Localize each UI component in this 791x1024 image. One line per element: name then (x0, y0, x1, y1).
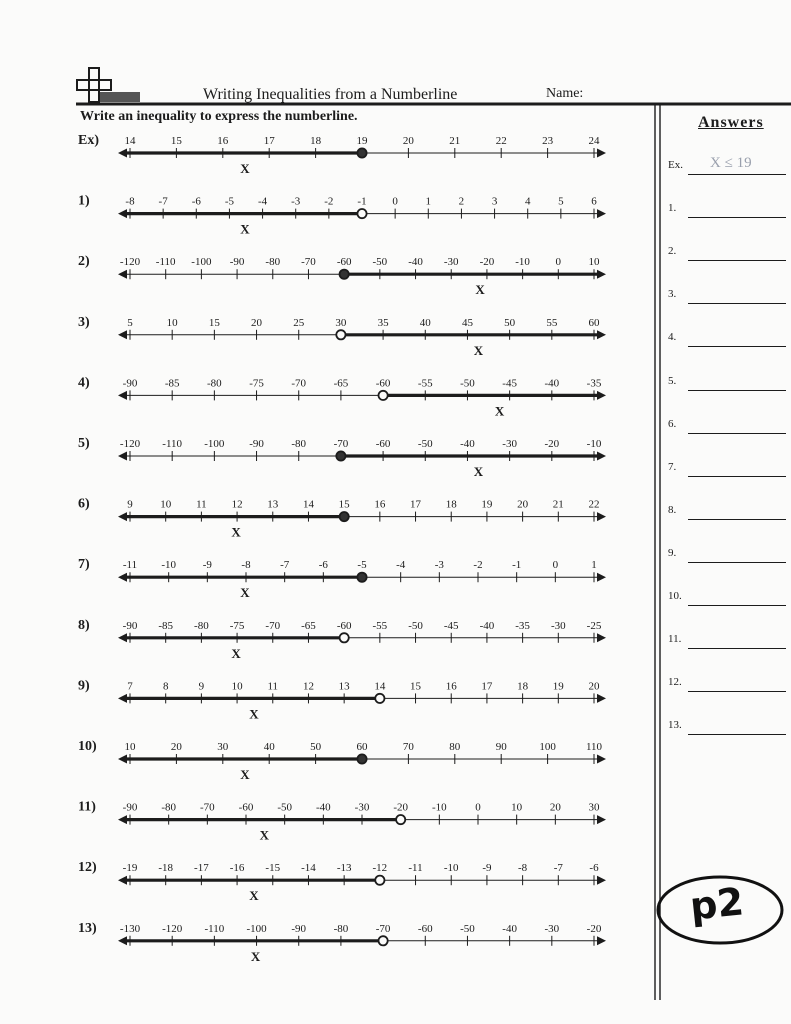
variable-label: X (473, 342, 484, 358)
tick-label: -120 (119, 256, 141, 269)
left-arrow-icon (118, 330, 127, 339)
tick-label: -80 (265, 256, 281, 269)
variable-label: X (240, 221, 250, 237)
right-arrow-icon (597, 573, 606, 582)
variable-label: X (231, 645, 241, 661)
page-stamp: p2 (687, 879, 746, 929)
tick-label: 20 (549, 801, 561, 814)
tick-label: 18 (310, 135, 322, 147)
variable-label: X (231, 524, 241, 540)
tick-label: -40 (408, 256, 423, 269)
right-arrow-icon (597, 876, 606, 885)
page-title: Writing Inequalities from a Numberline (203, 86, 458, 103)
tick-label: 21 (449, 135, 461, 147)
tick-label: -75 (249, 377, 264, 390)
tick-label: -60 (336, 619, 352, 632)
problem-label: 13) (78, 920, 97, 936)
tick-label: -85 (164, 377, 180, 390)
open-endpoint (375, 694, 384, 703)
right-arrow-icon (597, 330, 606, 339)
tick-label: 16 (374, 498, 386, 511)
answer-label: 2. (668, 245, 677, 258)
tick-label: 9 (127, 498, 133, 511)
variable-label: X (494, 403, 505, 419)
tick-label: -60 (375, 438, 391, 450)
answer-blank[interactable] (688, 648, 786, 649)
tick-label: 8 (162, 680, 169, 693)
tick-label: 23 (542, 135, 554, 147)
tick-label: -120 (119, 438, 141, 450)
tick-label: -3 (434, 559, 444, 572)
problem-label: 8) (78, 617, 90, 633)
tick-label: -80 (194, 619, 209, 632)
tick-label: -8 (125, 195, 135, 208)
tick-label: -30 (544, 922, 560, 935)
tick-label: 9 (198, 680, 205, 693)
tick-label: 90 (495, 741, 507, 753)
tick-label: -65 (333, 377, 349, 390)
tick-label: -4 (396, 559, 406, 572)
tick-label: 0 (392, 195, 398, 208)
open-endpoint (378, 936, 387, 945)
answer-label: 12. (668, 676, 682, 689)
tick-label: -100 (204, 438, 225, 450)
tick-label: 17 (481, 680, 493, 693)
left-arrow-icon (118, 755, 127, 764)
tick-label: -8 (241, 559, 251, 572)
open-endpoint (336, 330, 345, 339)
tick-label: 10 (231, 680, 243, 693)
tick-label: 60 (588, 316, 600, 329)
tick-label: -20 (479, 256, 495, 269)
answer-blank[interactable] (688, 390, 786, 391)
answer-value: X ≤ 19 (710, 155, 752, 171)
tick-label: -12 (372, 862, 388, 875)
tick-label: -60 (417, 922, 433, 935)
tick-label: -80 (207, 377, 222, 390)
tick-label: -10 (161, 559, 177, 572)
tick-label: -90 (122, 377, 138, 390)
tick-label: -75 (229, 619, 245, 632)
tick-label: -15 (265, 862, 281, 875)
tick-label: -40 (460, 438, 475, 450)
tick-label: 0 (552, 559, 559, 572)
answer-label: 10. (668, 590, 682, 602)
tick-label: -50 (372, 256, 388, 269)
tick-label: 22 (588, 498, 600, 511)
tick-label: -90 (229, 256, 245, 269)
tick-label: -10 (443, 862, 459, 875)
tick-label: -18 (158, 862, 174, 875)
tick-label: 17 (263, 135, 275, 147)
answer-blank[interactable] (688, 734, 786, 735)
tick-label: 1 (591, 559, 597, 572)
left-arrow-icon (118, 452, 127, 461)
tick-label: -40 (315, 801, 331, 814)
tick-label: -6 (318, 559, 328, 572)
tick-label: 17 (410, 498, 422, 511)
tick-label: -40 (479, 619, 495, 632)
tick-label: -30 (550, 619, 566, 632)
tick-label: -11 (408, 862, 423, 875)
tick-label: -130 (119, 922, 141, 935)
tick-label: -70 (301, 256, 316, 269)
tick-label: 10 (588, 256, 600, 269)
tick-label: 25 (293, 316, 305, 329)
tick-label: -35 (586, 377, 602, 390)
tick-label: -17 (194, 862, 209, 875)
left-arrow-icon (118, 512, 127, 521)
problem-label: 9) (78, 678, 90, 694)
tick-label: 10 (511, 801, 523, 814)
tick-label: -90 (122, 619, 138, 632)
tick-label: 20 (588, 680, 600, 693)
answer-label: 9. (668, 546, 677, 559)
tick-label: -50 (460, 922, 475, 935)
tick-label: 16 (217, 135, 229, 147)
tick-label: -100 (191, 256, 212, 269)
answer-blank[interactable] (688, 562, 786, 563)
tick-label: -1 (357, 195, 367, 208)
tick-label: 40 (419, 316, 431, 329)
tick-label: -13 (336, 862, 352, 875)
tick-label: 100 (539, 741, 556, 753)
tick-label: -8 (518, 862, 528, 875)
tick-label: -45 (443, 619, 459, 632)
tick-label: -120 (162, 922, 183, 935)
tick-label: -30 (354, 801, 370, 814)
closed-endpoint (340, 512, 349, 521)
tick-label: -70 (265, 619, 281, 632)
answer-blank[interactable] (688, 346, 786, 347)
open-endpoint (375, 876, 384, 885)
problem-label: 6) (78, 496, 90, 512)
tick-label: -45 (502, 377, 517, 390)
tick-label: 15 (410, 680, 422, 693)
tick-label: 4 (524, 195, 531, 208)
tick-label: 45 (461, 316, 473, 329)
right-arrow-icon (597, 755, 606, 764)
right-arrow-icon (597, 815, 606, 824)
answer-blank[interactable] (688, 174, 786, 175)
right-arrow-icon (597, 694, 606, 703)
answer-label: 7. (668, 460, 677, 473)
tick-label: 20 (517, 498, 529, 511)
open-endpoint (340, 633, 349, 642)
answer-blank[interactable] (688, 260, 786, 261)
tick-label: -55 (417, 377, 433, 390)
tick-label: -90 (249, 438, 264, 450)
problem-label: 5) (78, 436, 90, 451)
tick-label: 12 (302, 680, 314, 693)
answer-label: 6. (668, 417, 677, 430)
variable-label: X (240, 161, 250, 176)
open-endpoint (357, 209, 366, 218)
tick-label: -70 (375, 922, 391, 935)
tick-label: -2 (324, 195, 334, 208)
tick-label: -10 (515, 256, 530, 269)
tick-label: 55 (546, 316, 558, 329)
tick-label: 50 (310, 741, 322, 753)
right-arrow-icon (597, 149, 606, 158)
open-endpoint (378, 391, 387, 400)
tick-label: 110 (585, 741, 603, 753)
tick-label: -7 (280, 559, 290, 572)
problem-label: Ex) (78, 133, 99, 148)
tick-label: -60 (238, 801, 254, 814)
tick-label: -6 (589, 862, 599, 875)
tick-label: 3 (491, 195, 498, 208)
tick-label: 20 (251, 316, 263, 329)
tick-label: -50 (460, 377, 475, 390)
variable-label: X (240, 767, 250, 782)
variable-label: X (249, 706, 259, 722)
variable-label: X (473, 464, 484, 479)
answer-label: 11. (668, 633, 682, 646)
tick-label: -40 (502, 922, 517, 935)
tick-label: -9 (482, 862, 492, 875)
tick-label: -10 (586, 438, 602, 450)
tick-label: 10 (124, 741, 136, 753)
tick-label: -90 (122, 801, 138, 814)
tick-label: 5 (127, 316, 133, 329)
answer-blank[interactable] (688, 691, 786, 692)
tick-label: 50 (504, 316, 516, 329)
problem-label: 10) (78, 739, 97, 754)
right-arrow-icon (597, 512, 606, 521)
tick-label: -50 (408, 619, 423, 632)
name-label: Name: (546, 86, 584, 101)
tick-label: -30 (502, 438, 517, 450)
instructions: Write an inequality to express the numberline. (80, 109, 358, 124)
tick-label: 6 (591, 195, 597, 208)
problem-label: 1) (78, 193, 90, 209)
right-arrow-icon (597, 391, 606, 400)
tick-label: 19 (356, 135, 368, 147)
tick-label: -100 (246, 922, 267, 935)
tick-label: 18 (445, 498, 457, 511)
right-arrow-icon (597, 633, 606, 642)
tick-label: 21 (552, 498, 564, 511)
answer-blank[interactable] (688, 303, 786, 304)
tick-label: 5 (558, 195, 564, 208)
tick-label: 15 (338, 498, 350, 511)
tick-label: -30 (443, 256, 459, 269)
tick-label: 15 (208, 316, 220, 329)
tick-label: 24 (588, 135, 600, 147)
tick-label: -90 (291, 922, 307, 935)
tick-label: 80 (449, 741, 461, 753)
tick-label: -7 (158, 195, 168, 208)
tick-label: -50 (277, 801, 293, 814)
answers-heading: Answers (698, 114, 764, 131)
tick-label: 22 (495, 135, 507, 147)
variable-label: X (250, 948, 261, 964)
tick-label: -65 (301, 619, 316, 632)
right-arrow-icon (597, 270, 606, 279)
tick-label: -70 (199, 801, 215, 814)
answer-label: Ex. (668, 159, 683, 171)
tick-label: -4 (257, 195, 268, 208)
right-arrow-icon (597, 209, 606, 218)
tick-label: 30 (335, 316, 347, 329)
answer-blank[interactable] (688, 519, 786, 520)
answer-label: 5. (668, 374, 677, 387)
tick-label: -25 (586, 619, 602, 632)
tick-label: -80 (161, 801, 177, 814)
tick-label: 35 (377, 316, 389, 329)
tick-label: 1 (425, 195, 432, 208)
right-arrow-icon (597, 936, 606, 945)
answer-label: 13. (668, 719, 682, 732)
closed-endpoint (357, 573, 366, 582)
variable-label: X (259, 827, 270, 843)
tick-label: 7 (127, 680, 133, 693)
right-arrow-icon (597, 452, 606, 461)
tick-label: 14 (302, 498, 314, 511)
tick-label: 2 (458, 195, 465, 208)
tick-label: -110 (204, 922, 225, 935)
tick-label: 18 (517, 680, 529, 693)
left-arrow-icon (118, 633, 127, 642)
tick-label: -10 (431, 801, 447, 814)
left-arrow-icon (118, 209, 127, 218)
tick-label: 20 (170, 741, 182, 753)
tick-label: -5 (357, 559, 367, 572)
left-arrow-icon (118, 936, 127, 945)
tick-label: -9 (202, 559, 212, 572)
tick-label: 11 (267, 680, 279, 693)
tick-label: -20 (544, 438, 560, 450)
closed-endpoint (357, 148, 366, 157)
tick-label: 14 (124, 135, 136, 147)
open-endpoint (396, 815, 405, 824)
closed-endpoint (357, 754, 366, 763)
answer-label: 3. (668, 288, 677, 301)
tick-label: 15 (170, 135, 182, 147)
tick-label: 10 (166, 316, 178, 329)
tick-label: 14 (374, 680, 386, 693)
tick-label: -50 (417, 438, 433, 450)
tick-label: 60 (356, 741, 368, 753)
tick-label: 19 (552, 680, 564, 693)
left-arrow-icon (118, 149, 127, 158)
answer-blank[interactable] (688, 217, 786, 218)
tick-label: -14 (301, 862, 316, 875)
tick-label: -11 (122, 559, 138, 572)
closed-endpoint (340, 270, 349, 279)
left-arrow-icon (118, 391, 127, 400)
tick-label: 40 (263, 741, 275, 753)
tick-label: -80 (333, 922, 349, 935)
left-arrow-icon (118, 876, 127, 885)
tick-label: -60 (375, 377, 391, 390)
variable-label: X (475, 282, 485, 298)
tick-label: 0 (555, 256, 562, 269)
tick-label: -110 (155, 256, 176, 269)
answer-blank[interactable] (688, 476, 786, 477)
tick-label: -70 (333, 438, 349, 450)
variable-label: X (240, 585, 250, 601)
answer-label: 4. (668, 331, 677, 344)
tick-label: -80 (291, 438, 307, 450)
problem-label: 3) (78, 314, 90, 330)
tick-label: 10 (160, 498, 172, 511)
tick-label: -60 (336, 256, 352, 269)
tick-label: -85 (158, 619, 174, 632)
problem-label: 7) (78, 557, 90, 573)
tick-label: -35 (515, 619, 530, 632)
left-arrow-icon (118, 573, 127, 582)
left-arrow-icon (118, 694, 127, 703)
tick-label: -40 (544, 377, 560, 390)
tick-label: 0 (475, 801, 481, 814)
problem-label: 2) (78, 254, 90, 270)
tick-label: -70 (291, 377, 307, 390)
answer-blank[interactable] (688, 605, 786, 606)
problem-label: 12) (78, 860, 97, 876)
tick-label: 12 (231, 498, 243, 511)
tick-label: 13 (338, 680, 350, 693)
tick-label: 19 (481, 498, 493, 511)
problem-label: 4) (78, 375, 90, 391)
tick-label: -110 (162, 438, 183, 450)
tick-label: -7 (553, 862, 563, 875)
variable-label: X (249, 888, 259, 904)
tick-label: -20 (393, 801, 409, 814)
tick-label: 20 (402, 135, 414, 147)
left-arrow-icon (118, 270, 127, 279)
tick-label: -20 (586, 922, 602, 935)
tick-label: -5 (224, 195, 235, 208)
tick-label: -2 (473, 559, 483, 572)
tick-label: -3 (291, 195, 301, 208)
tick-label: -1 (512, 559, 522, 572)
tick-label: 13 (267, 498, 279, 511)
tick-label: 30 (588, 801, 600, 814)
tick-label: -6 (191, 195, 201, 208)
closed-endpoint (336, 451, 345, 460)
answer-label: 8. (668, 503, 677, 516)
answer-blank[interactable] (688, 433, 786, 434)
tick-label: -55 (372, 619, 388, 632)
answer-label: 1. (668, 202, 677, 215)
tick-label: 30 (217, 741, 229, 753)
tick-label: -19 (122, 862, 138, 875)
tick-label: 70 (402, 741, 414, 753)
problem-label: 11) (78, 799, 96, 815)
tick-label: 16 (445, 680, 457, 693)
tick-label: -16 (229, 862, 245, 875)
left-arrow-icon (118, 815, 127, 824)
tick-label: 11 (196, 498, 207, 511)
